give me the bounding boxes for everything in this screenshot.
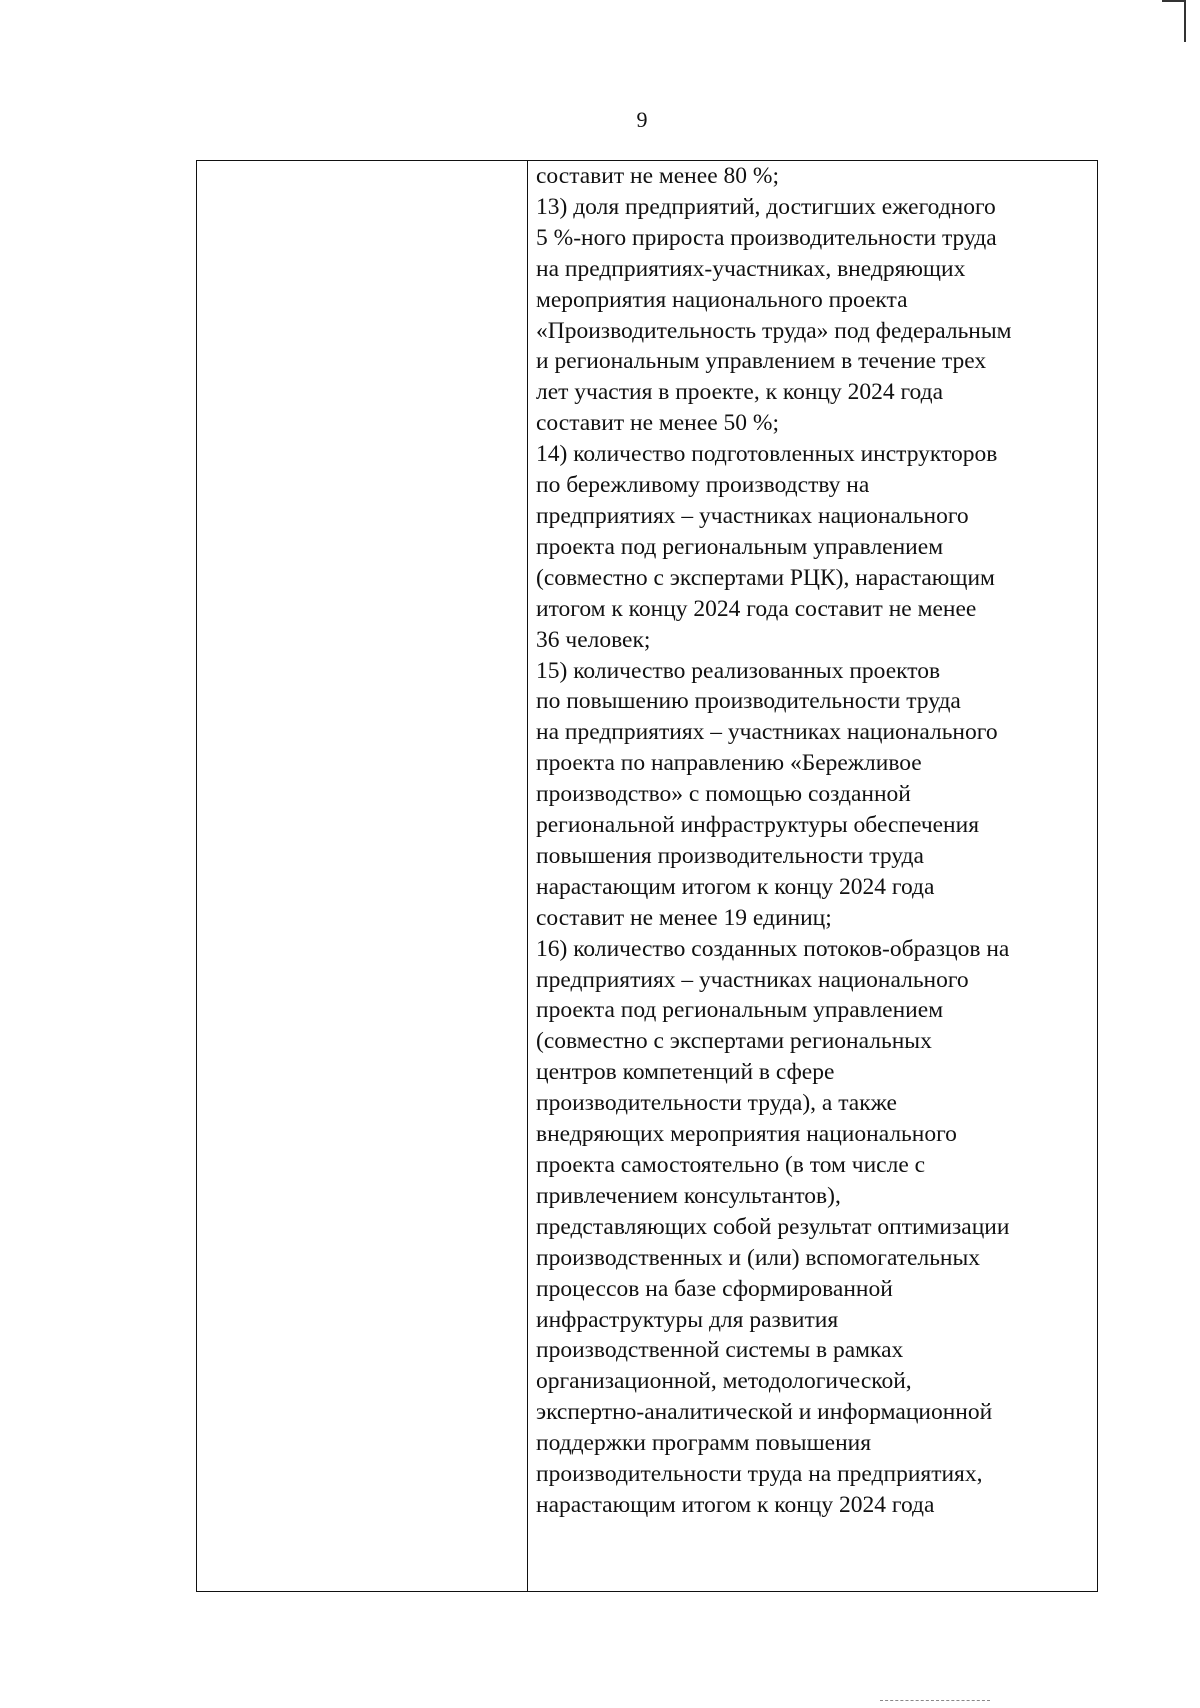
text-line: производственной системы в рамках [536,1337,904,1364]
text-line: нарастающим итогом к концу 2024 года [536,873,935,900]
text-line: мероприятия национального проекта [536,286,908,313]
text-line: на предприятиях-участниках, внедряющих [536,255,966,282]
text-line: составит не менее 19 единиц; [536,904,832,931]
footer-rule [880,1700,990,1701]
text-line: 13) доля предприятий, достигших ежегодного [536,193,996,220]
text-line: представляющих собой результат оптимизации [536,1213,1010,1240]
document-table [196,160,1098,1592]
table-left-cell [197,161,528,1591]
table-right-cell [528,161,1097,1591]
text-line: составит не менее 80 %; [536,163,779,189]
text-line: 5 %-ного прироста производительности труда [536,224,997,251]
text-line: процессов на базе сформированной [536,1275,893,1302]
text-line: 14) количество подготовленных инструкторов [536,441,998,468]
text-line: (совместно с экспертами региональных [536,1028,932,1055]
text-line: производительности труда на предприятиях, [536,1461,983,1488]
text-line: проекта по направлению «Бережливое [536,750,922,777]
text-line: и региональным управлением в течение трех [536,348,987,375]
text-line: предприятиях – участниках национального [536,966,969,993]
text-line: по бережливому производству на [536,472,870,499]
page-number: 9 [636,107,648,132]
text-line: центров компетенций в сфере [536,1059,835,1086]
text-line: поддержки программ повышения [536,1430,872,1457]
text-line: экспертно-аналитической и информационной [536,1399,993,1426]
text-line: производство» с помощью созданной [536,781,911,808]
text-line: внедряющих мероприятия национального [536,1121,957,1148]
text-line: 16) количество созданных потоков-образцов на [536,935,1010,962]
text-line: составит не менее 50 %; [536,410,779,437]
text-line: по повышению производительности труда [536,688,961,715]
text-line: на предприятиях – участниках национального [536,719,998,746]
text-line: 15) количество реализованных проектов [536,657,941,684]
text-line: «Производительность труда» под федеральным [536,317,1012,344]
text-line: проекта под региональным управлением [536,533,944,560]
text-line: предприятиях – участниках национального [536,502,969,529]
text-line: проекта под региональным управлением [536,997,944,1024]
text-line: проекта самостоятельно (в том числе с [536,1152,926,1178]
text-line: привлечением консультантов), [536,1182,841,1209]
text-line: итогом к концу 2024 года составит не менее [536,595,977,622]
text-line: 36 человек; [536,626,651,653]
text-line: организационной, методологической, [536,1368,912,1395]
text-line: нарастающим итогом к концу 2024 года [536,1491,935,1518]
text-line: повышения производительности труда [536,842,924,869]
text-line: производственных и (или) вспомогательных [536,1244,981,1271]
text-line: региональной инфраструктуры обеспечения [536,812,980,839]
text-line: лет участия в проекте, к концу 2024 года [536,379,944,406]
text-line: производительности труда), а также [536,1090,897,1117]
scan-corner-mark [1162,0,1186,42]
text-line: инфраструктуры для развития [536,1306,839,1333]
text-line: (совместно с экспертами РЦК), нарастающим [536,564,995,591]
right-cell-text [536,161,1097,1521]
